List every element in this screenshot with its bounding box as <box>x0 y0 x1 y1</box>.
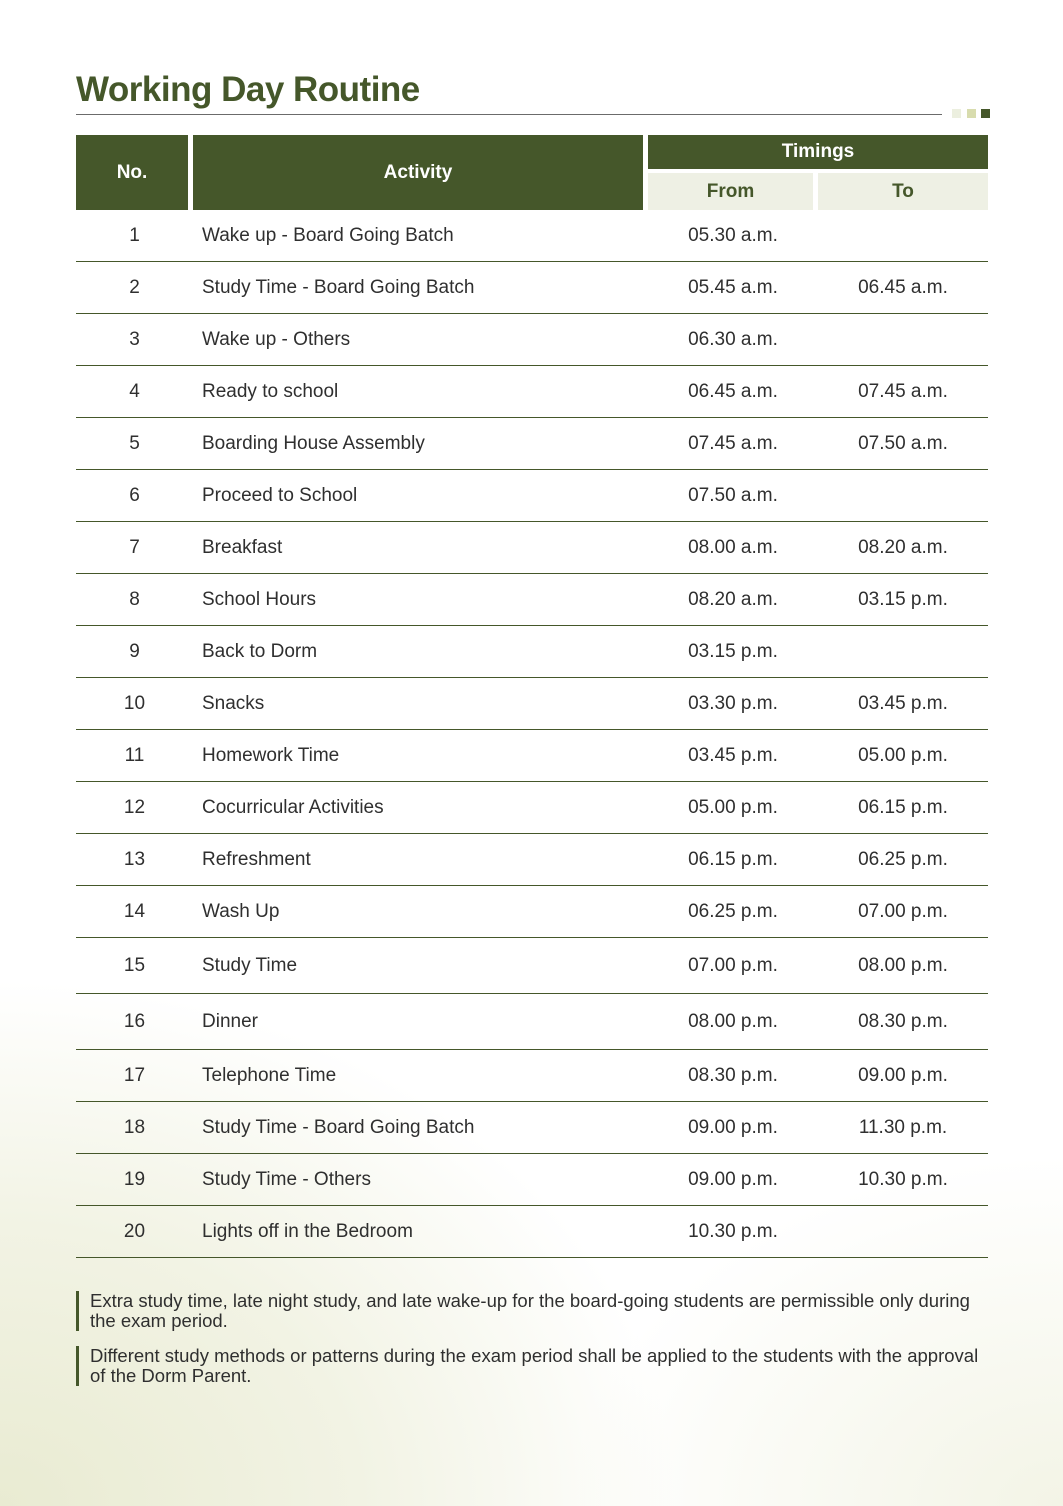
cell-activity: Telephone Time <box>193 1050 648 1102</box>
cell-to: 08.00 p.m. <box>818 938 988 994</box>
header-from: From <box>648 173 818 210</box>
table-row <box>76 1102 988 1154</box>
cell-from: 07.00 p.m. <box>648 938 818 994</box>
cell-no: 2 <box>76 262 193 314</box>
cell-from: 07.45 a.m. <box>648 418 818 470</box>
header-to: To <box>818 173 988 210</box>
table-row <box>76 994 988 1050</box>
cell-no: 13 <box>76 834 193 886</box>
table-row <box>76 1154 988 1206</box>
cell-no: 15 <box>76 938 193 994</box>
cell-no: 10 <box>76 678 193 730</box>
cell-activity: Back to Dorm <box>193 626 648 678</box>
cell-from: 03.15 p.m. <box>648 626 818 678</box>
cell-activity: Snacks <box>193 678 648 730</box>
notes-section <box>76 1291 988 1401</box>
table-row <box>76 782 988 834</box>
cell-activity: Wash Up <box>193 886 648 938</box>
table-row <box>76 1050 988 1102</box>
cell-to <box>818 1206 988 1258</box>
cell-no: 7 <box>76 522 193 574</box>
cell-from: 03.30 p.m. <box>648 678 818 730</box>
cell-activity: School Hours <box>193 574 648 626</box>
table-row <box>76 730 988 782</box>
header-activity: Activity <box>193 135 648 210</box>
cell-activity: Study Time - Board Going Batch <box>193 262 648 314</box>
cell-to: 10.30 p.m. <box>818 1154 988 1206</box>
table-row <box>76 314 988 366</box>
table-row <box>76 678 988 730</box>
table-row <box>76 418 988 470</box>
cell-to: 08.30 p.m. <box>818 994 988 1050</box>
cell-activity: Study Time - Board Going Batch <box>193 1102 648 1154</box>
cell-from: 05.45 a.m. <box>648 262 818 314</box>
cell-to: 07.45 a.m. <box>818 366 988 418</box>
cell-from: 06.45 a.m. <box>648 366 818 418</box>
cell-to: 09.00 p.m. <box>818 1050 988 1102</box>
cell-to: 06.15 p.m. <box>818 782 988 834</box>
cell-to: 11.30 p.m. <box>818 1102 988 1154</box>
page-title: Working Day Routine <box>76 70 420 109</box>
cell-from: 05.00 p.m. <box>648 782 818 834</box>
cell-to: 06.25 p.m. <box>818 834 988 886</box>
cell-no: 17 <box>76 1050 193 1102</box>
cell-no: 20 <box>76 1206 193 1258</box>
cell-from: 06.15 p.m. <box>648 834 818 886</box>
cell-to: 07.50 a.m. <box>818 418 988 470</box>
cell-no: 14 <box>76 886 193 938</box>
cell-no: 3 <box>76 314 193 366</box>
cell-to: 03.45 p.m. <box>818 678 988 730</box>
cell-from: 07.50 a.m. <box>648 470 818 522</box>
cell-to <box>818 314 988 366</box>
cell-from: 08.00 p.m. <box>648 994 818 1050</box>
cell-activity: Refreshment <box>193 834 648 886</box>
cell-no: 1 <box>76 210 193 262</box>
cell-no: 19 <box>76 1154 193 1206</box>
cell-from: 06.30 a.m. <box>648 314 818 366</box>
cell-no: 6 <box>76 470 193 522</box>
table-row <box>76 938 988 994</box>
header-timings: Timings <box>648 135 988 173</box>
title-underline <box>76 114 942 115</box>
cell-to: 07.00 p.m. <box>818 886 988 938</box>
cell-from: 08.20 a.m. <box>648 574 818 626</box>
cell-activity: Wake up - Board Going Batch <box>193 210 648 262</box>
cell-from: 09.00 p.m. <box>648 1102 818 1154</box>
table-row <box>76 886 988 938</box>
cell-from: 08.00 a.m. <box>648 522 818 574</box>
table-row <box>76 366 988 418</box>
routine-table <box>76 135 988 1258</box>
cell-activity: Breakfast <box>193 522 648 574</box>
cell-from: 09.00 p.m. <box>648 1154 818 1206</box>
cell-to <box>818 470 988 522</box>
cell-to <box>818 210 988 262</box>
cell-no: 5 <box>76 418 193 470</box>
cell-activity: Wake up - Others <box>193 314 648 366</box>
cell-no: 16 <box>76 994 193 1050</box>
table-row <box>76 626 988 678</box>
square-mid <box>967 109 976 118</box>
cell-from: 03.45 p.m. <box>648 730 818 782</box>
cell-activity: Homework Time <box>193 730 648 782</box>
note-study-methods: Different study methods or patterns during the exam period shall be applied to the students with the approval of the Dorm Parent. <box>76 1346 988 1386</box>
cell-activity: Cocurricular Activities <box>193 782 648 834</box>
cell-activity: Proceed to School <box>193 470 648 522</box>
square-light <box>952 109 961 118</box>
cell-no: 8 <box>76 574 193 626</box>
cell-activity: Study Time - Others <box>193 1154 648 1206</box>
cell-from: 06.25 p.m. <box>648 886 818 938</box>
note-exam-period: Extra study time, late night study, and late wake-up for the board-going students are permissible only during the exam period. <box>76 1291 988 1331</box>
cell-activity: Boarding House Assembly <box>193 418 648 470</box>
cell-no: 11 <box>76 730 193 782</box>
cell-activity: Ready to school <box>193 366 648 418</box>
table-row <box>76 1206 988 1258</box>
cell-activity: Lights off in the Bedroom <box>193 1206 648 1258</box>
table-row <box>76 470 988 522</box>
cell-from: 08.30 p.m. <box>648 1050 818 1102</box>
cell-no: 12 <box>76 782 193 834</box>
table-row <box>76 262 988 314</box>
header-no: No. <box>76 135 193 210</box>
cell-from: 05.30 a.m. <box>648 210 818 262</box>
cell-from: 10.30 p.m. <box>648 1206 818 1258</box>
table-row <box>76 210 988 262</box>
cell-to: 05.00 p.m. <box>818 730 988 782</box>
table-row <box>76 574 988 626</box>
square-dark <box>981 109 990 118</box>
cell-to <box>818 626 988 678</box>
cell-to: 08.20 a.m. <box>818 522 988 574</box>
cell-no: 9 <box>76 626 193 678</box>
cell-activity: Study Time <box>193 938 648 994</box>
table-row <box>76 834 988 886</box>
table-row <box>76 522 988 574</box>
cell-to: 03.15 p.m. <box>818 574 988 626</box>
cell-to: 06.45 a.m. <box>818 262 988 314</box>
cell-activity: Dinner <box>193 994 648 1050</box>
cell-no: 18 <box>76 1102 193 1154</box>
cell-no: 4 <box>76 366 193 418</box>
